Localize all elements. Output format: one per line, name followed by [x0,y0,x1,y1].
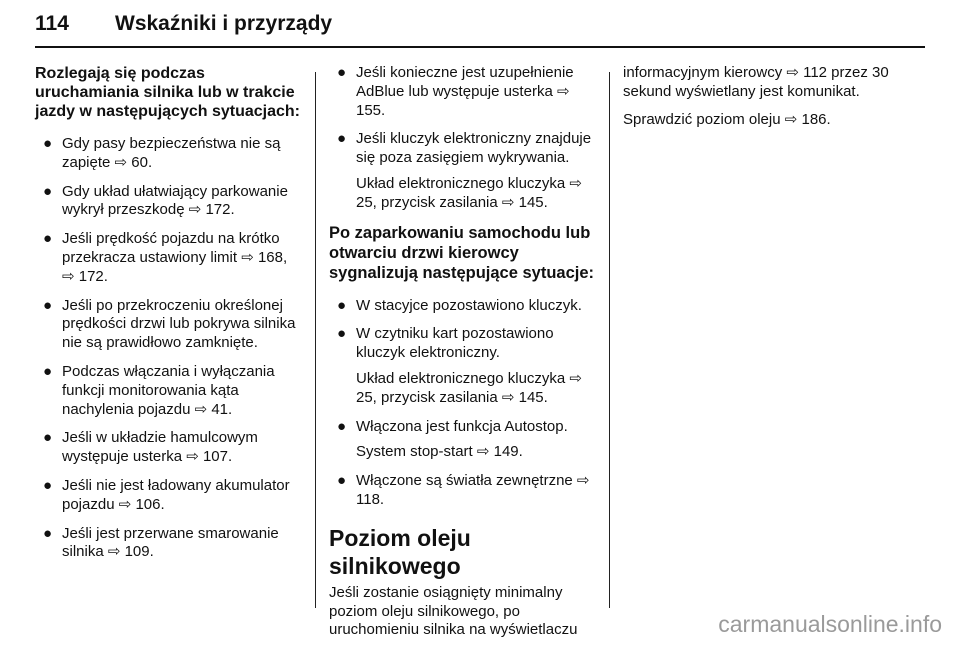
bullet-icon: ● [337,325,347,343]
list-item-text: Włączona jest funkcja Autostop. [356,417,568,435]
column-divider [609,72,610,608]
list-item [35,525,303,563]
page-number: 114 [35,12,69,35]
list-item-text: Gdy układ ułatwiający parkowanie wykrył przeszkodę ⇨ 172. [62,182,288,219]
section-subheading: Po zaparkowaniu samochodu lub otwarciu drzwi kierowcy sygnalizują następujące sytuacje: [329,223,595,282]
header-rule [35,46,925,48]
list-item [329,130,597,212]
paragraph: informacyjnym kierowcy ⇨ 112 przez 30 sekund wyświetlany jest komunikat. [623,64,889,100]
column-middle [329,64,597,649]
bullet-icon: ● [43,135,53,152]
column-left [35,64,303,572]
bullet-icon: ● [43,362,53,380]
bullet-icon: ● [43,182,53,200]
list-item [329,418,597,463]
list-item-note: System stop-start ⇨ 149. [356,443,523,461]
watermark: carmanualsonline.info [718,611,942,637]
list-item-text: Jeśli jest przerwane smarowanie silnika ⇨ 109. [62,524,279,561]
bullet-icon: ● [337,472,347,490]
list-item-text: W stacyjce pozostawiono kluczyk. [356,296,582,314]
list-item [35,183,303,221]
list-item-text: Gdy pasy bezpieczeństwa nie są zapięte ⇨ 60. [62,135,281,171]
page-header [35,12,925,52]
bullet-icon: ● [337,296,347,314]
list-item [329,325,597,407]
list-item [35,297,303,353]
bullet-list [329,64,597,213]
list-item [35,135,303,173]
list-item-text: Jeśli po przekroczeniu określonej prędkości drzwi lub pokrywa silnika nie są prawidłowo zamknięte. [62,296,296,352]
bullet-icon: ● [337,417,347,435]
chapter-title: Wskaźniki i przyrządy [115,12,333,35]
list-item [35,230,303,286]
column-right [623,64,891,138]
list-item [35,477,303,515]
list-item-note: Układ elektronicznego kluczyka ⇨ 25, przycisk zasilania ⇨ 145. [356,174,583,211]
list-item-text: Jeśli kluczyk elektroniczny znajduje się poza zasięgiem wykrywania. [356,130,592,167]
list-item [35,429,303,467]
bullet-list [329,297,597,510]
list-item-text: Włączone są światła zewnętrzne ⇨ 118. [356,472,590,508]
list-item-text: W czytniku kart pozostawiono kluczyk elektroniczny. [356,325,554,362]
paragraph: Jeśli zostanie osiągnięty minimalny poziom oleju silnikowego, po uruchomieniu silnika na wyświetlaczu [329,583,578,639]
list-item-note: Układ elektronicznego kluczyka ⇨ 25, przycisk zasilania ⇨ 145. [356,369,583,406]
bullet-icon: ● [43,296,53,314]
bullet-icon: ● [43,230,53,248]
list-item [329,297,597,316]
list-item-text: Podczas włączania i wyłączania funkcji monitorowania kąta nachylenia pojazdu ⇨ 41. [62,362,275,418]
list-item-text: Jeśli w układzie hamulcowym występuje usterka ⇨ 107. [62,429,258,466]
bullet-icon: ● [337,64,347,81]
list-item-text: Jeśli nie jest ładowany akumulator pojazdu ⇨ 106. [62,476,290,513]
bullet-icon: ● [337,130,347,148]
bullet-list [35,135,303,562]
section-subheading: Rozlegają się podczas uruchamiania silnika lub w trakcie jazdy w następujących sytuacjach: [35,65,300,120]
bullet-icon: ● [43,429,53,447]
list-item [35,363,303,419]
list-item-text: Jeśli prędkość pojazdu na krótko przekracza ustawiony limit ⇨ 168, ⇨ 172. [62,230,288,285]
bullet-icon: ● [43,476,53,494]
list-item [329,472,597,510]
list-item [329,64,597,120]
paragraph: Sprawdzić poziom oleju ⇨ 186. [623,110,831,128]
section-title: Poziom oleju silnikowego [329,524,471,579]
column-divider [315,72,316,608]
bullet-icon: ● [43,524,53,542]
list-item-text: Jeśli konieczne jest uzupełnienie AdBlue lub występuje usterka ⇨ 155. [356,64,574,119]
